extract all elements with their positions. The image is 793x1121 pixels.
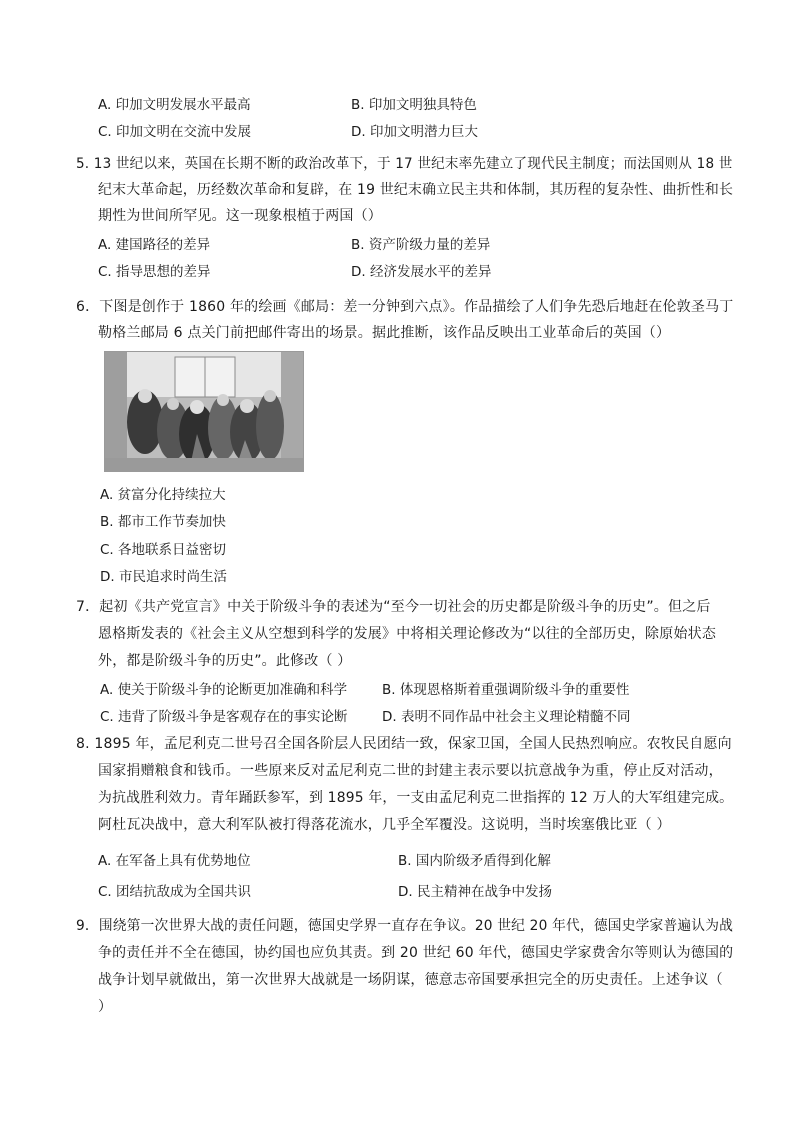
q7-option-b: B. 体现恩格斯着重强调阶级斗争的重要性 (382, 682, 630, 698)
q8-option-a: A. 在军备上具有优势地位 (98, 853, 251, 869)
q7-option-c: C. 违背了阶级斗争是客观存在的事实论断 (100, 709, 348, 725)
q9-stem-line-4: ） (98, 999, 113, 1015)
q6-stem-line-2: 勒格兰邮局 6 点关门前把邮件寄出的场景。据此推断，该作品反映出工业革命后的英国（） (98, 325, 671, 341)
q4-option-d: D. 印加文明潜力巨大 (351, 124, 478, 140)
q5-option-a: A. 建国路径的差异 (98, 237, 211, 253)
q7-stem-line-1: 7．起初《共产党宣言》中关于阶级斗争的表述为“至今一切社会的历史都是阶级斗争的历史”。但之后 (76, 599, 711, 615)
q7-stem-line-3: 外，都是阶级斗争的历史”。此修改（ ） (98, 653, 352, 669)
q4-option-c: C. 印加文明在交流中发展 (98, 124, 252, 140)
q9-stem-line-1: 9．围绕第一次世界大战的责任问题，德国史学界一直存在争议。20 世纪 20 年代，德国史学家普遍认为战 (76, 918, 734, 934)
q8-stem-line-2: 国家捐赠粮食和钱币。一些原来反对孟尼利克二世的封建主表示要以抗意战争为重，停止反对活动， (98, 763, 723, 779)
q6-option-b: B. 都市工作节奏加快 (100, 514, 226, 530)
q8-stem-line-1: 8. 1895 年，孟尼利克二世号召全国各阶层人民团结一致，保家卫国，全国人民热烈响应。农牧民自愿向 (76, 736, 732, 752)
q8-option-b: B. 国内阶级矛盾得到化解 (398, 853, 551, 869)
q5-option-c: C. 指导思想的差异 (98, 264, 211, 280)
q5-stem-line-3: 期性为世间所罕见。这一现象根植于两国（） (98, 208, 382, 224)
q7-stem-line-2: 恩格斯发表的《社会主义从空想到科学的发展》中将相关理论修改为“以往的全部历史，除原始状态 (98, 626, 717, 642)
q8-stem-line-3: 为抗战胜利效力。青年踊跃参军，到 1895 年，一支由孟尼利克二世指挥的 12 万人的大军组建完成。 (98, 790, 734, 806)
q6-option-c: C. 各地联系日益密切 (100, 542, 227, 558)
q6-option-a: A. 贫富分化持续拉大 (100, 487, 226, 503)
q5-option-b: B. 资产阶级力量的差异 (351, 237, 491, 253)
q7-option-d: D. 表明不同作品中社会主义理论精髓不同 (382, 709, 631, 725)
q9-stem-line-2: 争的责任并不全在德国，协约国也应负其责。到 20 世纪 60 年代，德国史学家费舍尔等则认为德国的 (98, 945, 734, 961)
q5-stem-line-1: 5. 13 世纪以来，英国在长期不断的政治改革下，于 17 世纪末率先建立了现代民主制度；而法国则从 18 世 (76, 156, 733, 172)
q8-option-c: C. 团结抗敌成为全国共识 (98, 884, 252, 900)
q7-option-a: A. 使关于阶级斗争的论断更加准确和科学 (100, 682, 348, 698)
painting-image (104, 351, 304, 472)
q8-option-d: D. 民主精神在战争中发扬 (398, 884, 552, 900)
q4-option-a: A. 印加文明发展水平最高 (98, 97, 251, 113)
q8-stem-line-4: 阿杜瓦决战中，意大利军队被打得落花流水，几乎全军覆没。这说明，当时埃塞俄比亚（ ） (98, 817, 671, 833)
q6-option-d: D. 市民追求时尚生活 (100, 569, 227, 585)
q5-stem-line-2: 纪末大革命起，历经数次革命和复辟，在 19 世纪末确立民主共和体制，其历程的复杂性、曲折性和长 (98, 182, 734, 198)
painting-illustration (105, 352, 303, 471)
q9-stem-line-3: 战争计划早就做出，第一次世界大战就是一场阴谋，德意志帝国要承担完全的历史责任。上述争议（ (98, 972, 723, 988)
q4-option-b: B. 印加文明独具特色 (351, 97, 477, 113)
q6-stem-line-1: 6．下图是创作于 1860 年的绘画《邮局：差一分钟到六点》。作品描绘了人们争先恐后地赶在伦敦圣马丁 (76, 299, 734, 315)
q5-option-d: D. 经济发展水平的差异 (351, 264, 492, 280)
